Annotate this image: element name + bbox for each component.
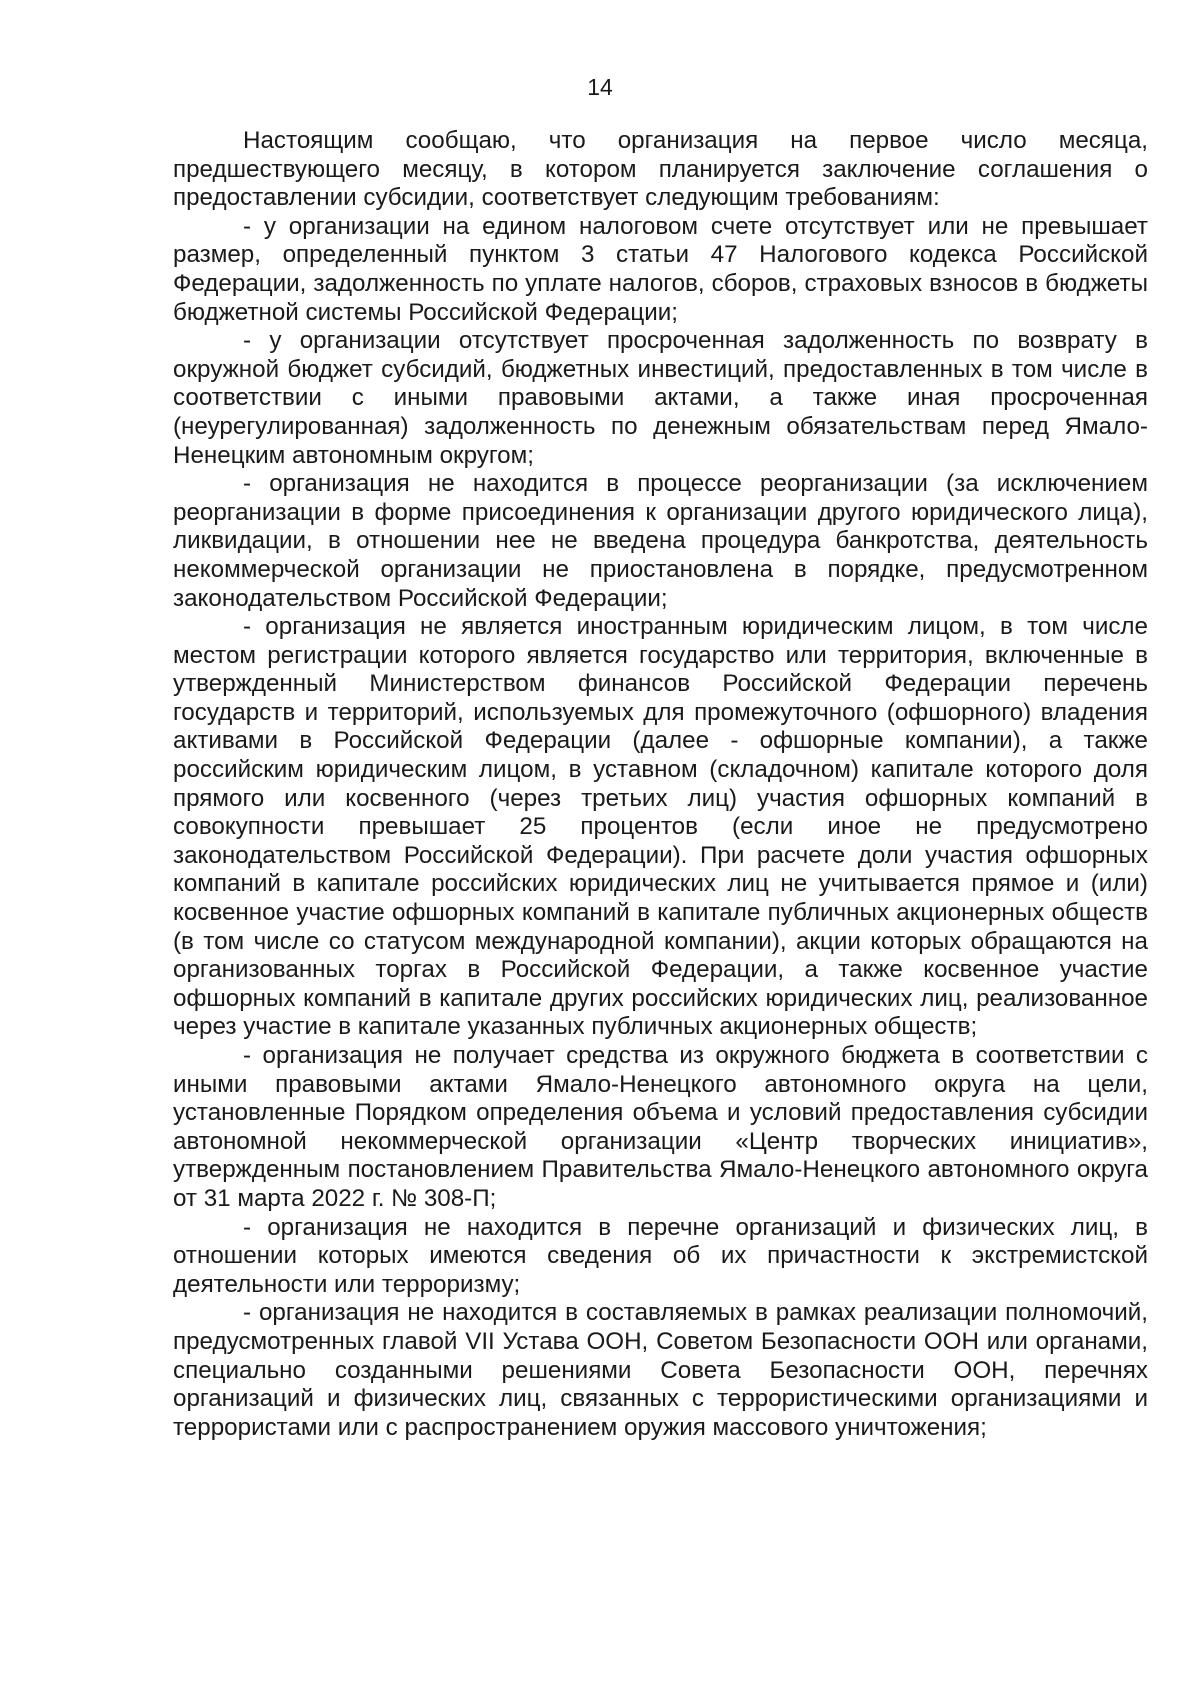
paragraph-un-list: - организация не находится в составляемых в рамках реализации полномочий, предусмотренных главой VII Устава ООН, Советом Безопасности ООН или органами, специально созданными решениями Совета Безопасности ООН, перечнях организаций и физических лиц, связанных с террористическими организациями и террористами или с распространением оружия массового уничтожения; bbox=[173, 1299, 1148, 1441]
paragraph-reorganization: - организация не находится в процессе реорганизации (за исключением реорганизации в форме присоединения к организации другого юридического лица), ликвидации, в отношении нее не введена процедура банкротства, деятельность некоммерческой организации не приостановлена в порядке, предусмотренном законодательством Российской Федерации; bbox=[173, 470, 1148, 612]
paragraph-overdue-debt: - у организации отсутствует просроченная задолженность по возврату в окружной бюджет субсидий, бюджетных инвестиций, предоставленных в том числе в соответствии с иными правовыми актами, а также иная просроченная (неурегулированная) задолженность по денежным обязательствам перед Ямало-Ненецким автономным округом; bbox=[173, 327, 1148, 469]
page-number: 14 bbox=[587, 74, 613, 100]
paragraph-intro: Настоящим сообщаю, что организация на первое число месяца, предшествующего месяцу, в котором планируется заключение соглашения о предоставлении субсидии, соответствует следующим требованиям: bbox=[173, 127, 1148, 212]
paragraph-offshore: - организация не является иностранным юридическим лицом, в том числе местом регистрации которого является государство или территория, включенные в утвержденный Министерством финансов Российской Федерации перечень государств и территорий, используемых для промежуточного (офшорного) владения активами в Российской Федерации (далее - офшорные компании), а также российским юридическим лицом, в уставном (складочном) капитале которого доля прямого или косвенного (через третьих лиц) участия офшорных компаний в совокупности превышает 25 процентов (если иное не предусмотрено законодательством Российской Федерации). При расчете доли участия офшорных компаний в капитале российских юридических лиц не учитывается прямое и (или) косвенное участие офшорных компаний в капитале публичных акционерных обществ (в том числе со статусом международной компании), акции которых обращаются на организованных торгах в Российской Федерации, а также косвенное участие офшорных компаний в капитале других российских юридических лиц, реализованное через участие в капитале указанных публичных акционерных обществ; bbox=[173, 613, 1148, 1041]
paragraph-tax-debt: - у организации на едином налоговом счете отсутствует или не превышает размер, определенный пунктом 3 статьи 47 Налогового кодекса Российской Федерации, задолженность по уплате налогов, сборов, страховых взносов в бюджеты бюджетной системы Российской Федерации; bbox=[173, 212, 1148, 326]
paragraph-budget-funds: - организация не получает средства из окружного бюджета в соответствии с иными правовыми актами Ямало-Ненецкого автономного округа на цели, установленные Порядком определения объема и условий предоставления субсидии автономной некоммерческой организации «Центр творческих инициатив», утвержденным постановлением Правительства Ямало-Ненецкого автономного округа от 31 марта 2022 г. № 308-П; bbox=[173, 1042, 1148, 1212]
document-body bbox=[173, 127, 1148, 1442]
paragraph-extremism-list: - организация не находится в перечне организаций и физических лиц, в отношении которых имеются сведения об их причастности к экстремистской деятельности или терроризму; bbox=[173, 1213, 1148, 1298]
